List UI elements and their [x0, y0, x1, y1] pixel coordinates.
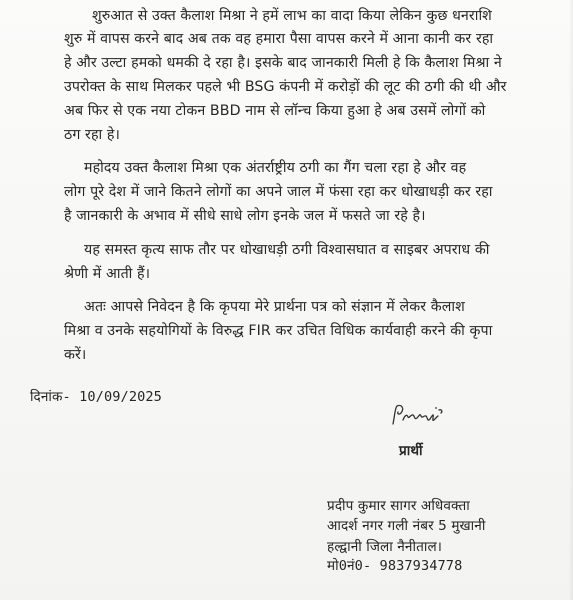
paragraph-2-line: लोग पूरे देश में जाने कितने लोगों का अपने जाल में फंसा रहा कर धोखाधड़ी कर रहा: [64, 184, 493, 200]
paragraph-2-line: महोदय उक्त कैलाश मिश्रा एक अंतर्राष्ट्रीय ठगी का गैंग चला रहा हे और वह: [84, 160, 467, 176]
applicant-label: प्रार्थी: [399, 443, 423, 459]
paragraph-1-line: शुरु में वापस करने बाद अब तक वह हमारा पैसा वापस करने में आना कानी कर रहा: [64, 31, 494, 47]
paragraph-1-line: उपरोक्त के साथ मिलकर पहले भी BSG कंपनी में करोड़ों की लूट की ठगी की थी और: [64, 79, 507, 95]
paragraph-1-line: ठग रहा हे।: [64, 127, 120, 143]
sender-address-line: हल्द्वानी जिला नैनीताल।: [327, 539, 443, 555]
signature-image: [389, 402, 449, 432]
paragraph-1-line: शुरुआत से उक्त कैलाश मिश्रा ने हमें लाभ का वादा किया लेकिन कुछ धनराशि: [92, 8, 492, 24]
sender-name: प्रदीप कुमार सागर अधिवक्ता: [327, 498, 470, 514]
paragraph-3-line: श्रेणी में आती हैं।: [64, 266, 151, 282]
sender-address-line: आदर्श नगर गली नंबर 5 मुखानी: [327, 518, 486, 534]
paragraph-3-line: यह समस्त कृत्य साफ तौर पर धोखाधड़ी ठगी विश्वासघात व साइबर अपराध की: [84, 242, 490, 258]
paragraph-2-line: है जानकारी के अभाव में सीधे साधे लोग इनके जल में फसते जा रहे है।: [64, 208, 426, 224]
date: दिनांक- 10/09/2025: [30, 389, 162, 405]
page-edge-shadow: [569, 0, 573, 600]
paragraph-4-line: अतः आपसे निवेदन है कि कृपया मेरे प्रार्थना पत्र को संज्ञान में लेकर कैलाश: [84, 299, 465, 315]
paragraph-4-line: करें।: [64, 347, 87, 363]
paragraph-1-line: अब फिर से एक नया टोकन BBD नाम से लॉन्च किया हुआ हे अब उसमें लोगों को: [64, 103, 486, 119]
paragraph-1-line: हे और उल्टा हमको धमकी दे रहा है। इसके बाद जानकारी मिली हे कि कैलाश मिश्रा ने: [64, 55, 502, 71]
paragraph-4-line: मिश्रा व उनके सहयोगियों के विरुद्ध FIR कर उचित विधिक कार्यवाही करने की कृपा: [64, 323, 493, 339]
sender-phone: मो0नं0- 9837934778: [327, 558, 463, 574]
